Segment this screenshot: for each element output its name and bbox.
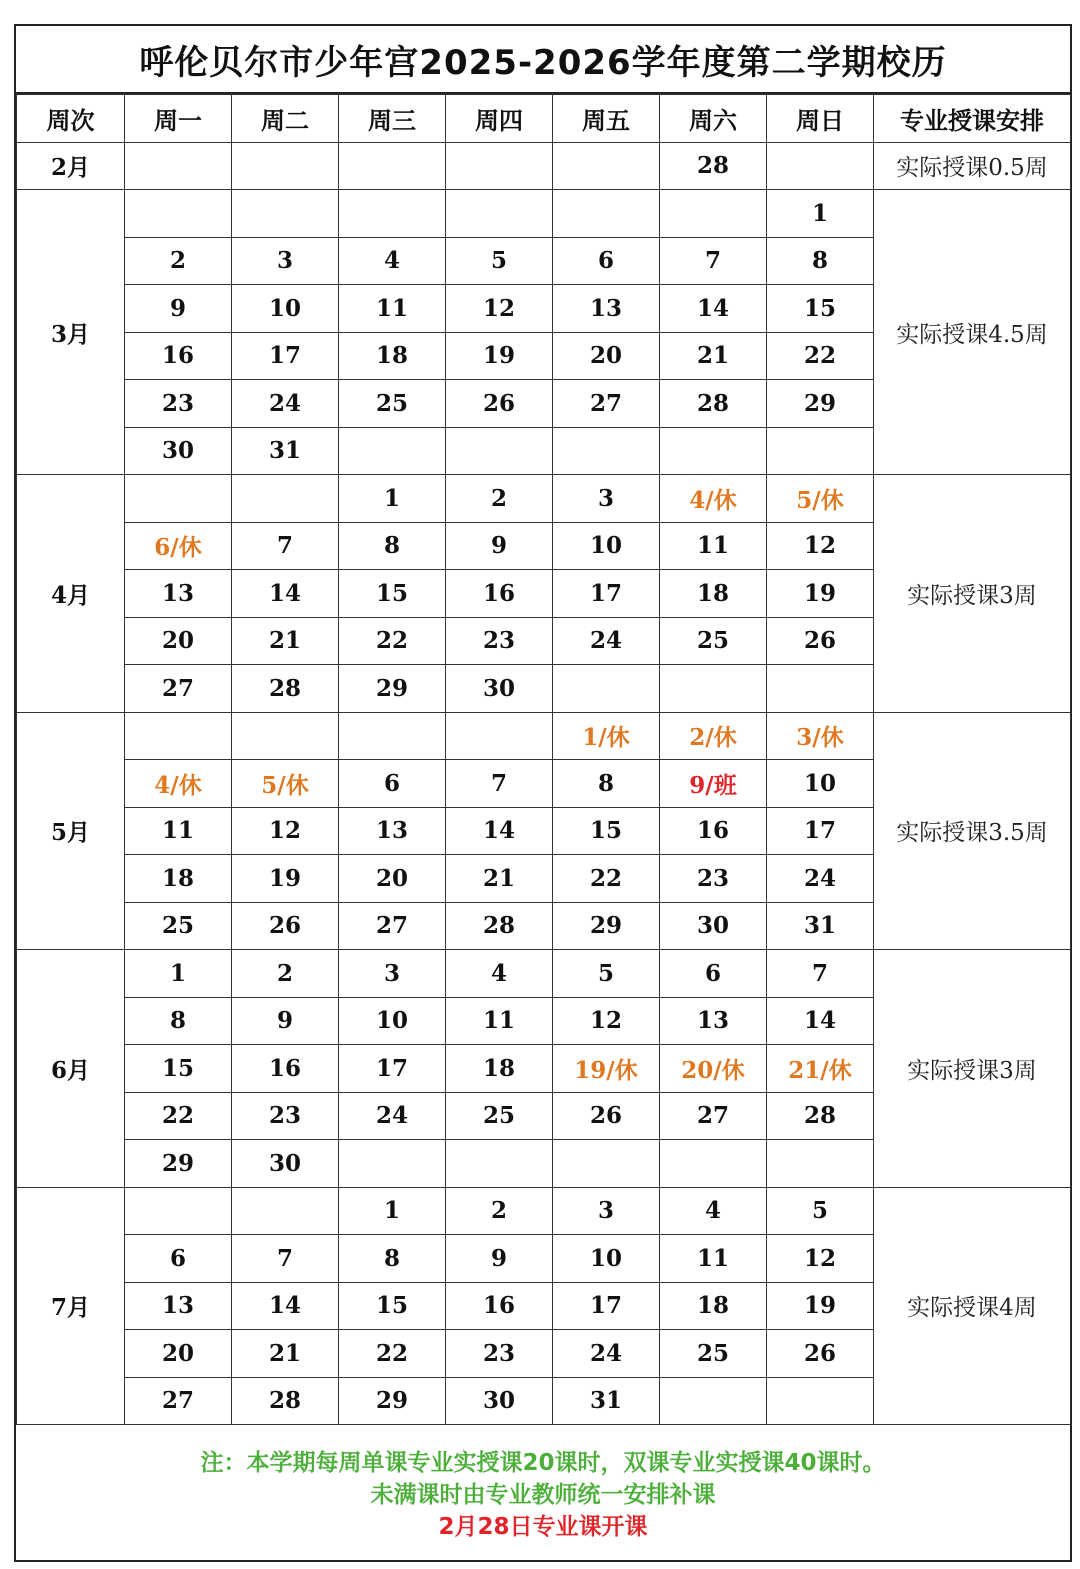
day-cell: 11 — [339, 285, 446, 333]
day-cell: 26 — [553, 1092, 660, 1140]
day-cell: 14 — [446, 807, 553, 855]
header-wednesday: 周三 — [339, 95, 446, 143]
day-cell: 6 — [125, 1235, 232, 1283]
day-cell: 24 — [553, 617, 660, 665]
day-cell: 27 — [125, 1377, 232, 1425]
day-cell: 24 — [553, 1330, 660, 1378]
day-cell: 9/班 — [660, 760, 767, 808]
day-cell: 21 — [232, 617, 339, 665]
day-cell: 29 — [767, 380, 874, 428]
day-cell: 25 — [660, 617, 767, 665]
header-friday: 周五 — [553, 95, 660, 143]
day-cell: 23 — [660, 855, 767, 903]
day-cell — [767, 665, 874, 713]
day-cell: 19 — [767, 570, 874, 618]
day-cell: 25 — [339, 380, 446, 428]
day-cell: 28 — [660, 380, 767, 428]
day-cell — [125, 190, 232, 238]
day-cell: 7 — [767, 950, 874, 998]
day-cell: 2/休 — [660, 712, 767, 760]
day-cell: 21 — [660, 332, 767, 380]
day-cell: 26 — [446, 380, 553, 428]
day-cell: 31 — [232, 427, 339, 475]
day-cell: 27 — [339, 902, 446, 950]
day-cell: 2 — [446, 475, 553, 523]
day-cell: 22 — [767, 332, 874, 380]
day-cell: 29 — [339, 665, 446, 713]
day-cell — [232, 142, 339, 190]
day-cell: 10 — [553, 522, 660, 570]
day-cell: 9 — [125, 285, 232, 333]
week-row — [17, 1187, 1071, 1235]
day-cell — [553, 190, 660, 238]
arrangement-cell: 实际授课4周 — [874, 1187, 1071, 1425]
week-row — [17, 142, 1071, 190]
day-cell — [553, 142, 660, 190]
day-cell: 3 — [339, 950, 446, 998]
day-cell — [232, 475, 339, 523]
day-cell: 11 — [446, 997, 553, 1045]
day-cell: 21 — [446, 855, 553, 903]
day-cell: 22 — [339, 1330, 446, 1378]
day-cell: 29 — [553, 902, 660, 950]
day-cell: 6 — [660, 950, 767, 998]
day-cell: 19/休 — [553, 1045, 660, 1093]
day-cell: 30 — [446, 665, 553, 713]
day-cell — [125, 142, 232, 190]
day-cell: 13 — [553, 285, 660, 333]
day-cell: 28 — [767, 1092, 874, 1140]
day-cell: 12 — [767, 1235, 874, 1283]
day-cell: 4/休 — [660, 475, 767, 523]
day-cell: 28 — [232, 1377, 339, 1425]
page-title: 呼伦贝尔市少年宫2025-2026学年度第二学期校历 — [16, 26, 1070, 94]
day-cell: 10 — [339, 997, 446, 1045]
day-cell: 23 — [232, 1092, 339, 1140]
day-cell: 16 — [660, 807, 767, 855]
day-cell — [232, 1187, 339, 1235]
day-cell: 6 — [553, 237, 660, 285]
day-cell: 31 — [767, 902, 874, 950]
header-saturday: 周六 — [660, 95, 767, 143]
day-cell — [339, 712, 446, 760]
day-cell: 20/休 — [660, 1045, 767, 1093]
day-cell: 14 — [767, 997, 874, 1045]
day-cell: 14 — [660, 285, 767, 333]
day-cell: 29 — [339, 1377, 446, 1425]
day-cell: 10 — [767, 760, 874, 808]
header-row — [17, 95, 1071, 143]
school-calendar — [14, 24, 1072, 1562]
day-cell: 6/休 — [125, 522, 232, 570]
day-cell: 1/休 — [553, 712, 660, 760]
day-cell: 28 — [446, 902, 553, 950]
day-cell — [660, 190, 767, 238]
day-cell: 5/休 — [767, 475, 874, 523]
day-cell: 8 — [767, 237, 874, 285]
arrangement-cell: 实际授课3周 — [874, 475, 1071, 713]
day-cell: 21/休 — [767, 1045, 874, 1093]
day-cell: 4 — [660, 1187, 767, 1235]
day-cell — [232, 712, 339, 760]
arrangement-cell: 实际授课3周 — [874, 950, 1071, 1188]
day-cell: 12 — [767, 522, 874, 570]
day-cell: 8 — [339, 1235, 446, 1283]
day-cell: 14 — [232, 570, 339, 618]
day-cell: 13 — [125, 570, 232, 618]
day-cell: 23 — [125, 380, 232, 428]
day-cell: 12 — [232, 807, 339, 855]
day-cell: 8 — [553, 760, 660, 808]
day-cell: 24 — [232, 380, 339, 428]
day-cell — [339, 190, 446, 238]
day-cell: 27 — [660, 1092, 767, 1140]
day-cell: 3/休 — [767, 712, 874, 760]
day-cell — [553, 1140, 660, 1188]
day-cell: 28 — [232, 665, 339, 713]
day-cell: 5/休 — [232, 760, 339, 808]
day-cell: 11 — [660, 522, 767, 570]
day-cell: 31 — [553, 1377, 660, 1425]
day-cell — [339, 427, 446, 475]
month-label: 3月 — [17, 190, 125, 475]
day-cell: 19 — [446, 332, 553, 380]
day-cell: 1 — [339, 1187, 446, 1235]
arrangement-cell: 实际授课0.5周 — [874, 142, 1071, 190]
day-cell — [446, 190, 553, 238]
day-cell: 15 — [339, 570, 446, 618]
day-cell: 2 — [125, 237, 232, 285]
day-cell: 16 — [125, 332, 232, 380]
day-cell: 4/休 — [125, 760, 232, 808]
day-cell: 16 — [232, 1045, 339, 1093]
day-cell: 8 — [125, 997, 232, 1045]
month-label: 7月 — [17, 1187, 125, 1425]
day-cell: 24 — [767, 855, 874, 903]
day-cell: 20 — [553, 332, 660, 380]
calendar-body — [17, 142, 1071, 1425]
day-cell — [767, 142, 874, 190]
calendar-table — [16, 94, 1071, 1425]
day-cell: 22 — [339, 617, 446, 665]
month-label: 5月 — [17, 712, 125, 950]
arrangement-cell: 实际授课4.5周 — [874, 190, 1071, 475]
day-cell: 15 — [553, 807, 660, 855]
day-cell — [339, 1140, 446, 1188]
day-cell: 1 — [125, 950, 232, 998]
day-cell — [125, 1187, 232, 1235]
day-cell: 15 — [767, 285, 874, 333]
week-row — [17, 475, 1071, 523]
day-cell: 24 — [339, 1092, 446, 1140]
day-cell: 7 — [446, 760, 553, 808]
day-cell: 26 — [767, 1330, 874, 1378]
header-thursday: 周四 — [446, 95, 553, 143]
day-cell: 11 — [125, 807, 232, 855]
day-cell: 30 — [232, 1140, 339, 1188]
day-cell: 28 — [660, 142, 767, 190]
day-cell: 26 — [232, 902, 339, 950]
day-cell: 8 — [339, 522, 446, 570]
day-cell: 27 — [553, 380, 660, 428]
header-sunday: 周日 — [767, 95, 874, 143]
day-cell: 20 — [125, 617, 232, 665]
day-cell: 25 — [446, 1092, 553, 1140]
week-row — [17, 950, 1071, 998]
day-cell: 14 — [232, 1282, 339, 1330]
day-cell: 17 — [553, 570, 660, 618]
day-cell — [660, 665, 767, 713]
day-cell: 11 — [660, 1235, 767, 1283]
day-cell: 13 — [125, 1282, 232, 1330]
day-cell: 15 — [125, 1045, 232, 1093]
day-cell: 19 — [767, 1282, 874, 1330]
day-cell: 18 — [446, 1045, 553, 1093]
day-cell: 4 — [446, 950, 553, 998]
day-cell: 22 — [553, 855, 660, 903]
day-cell — [125, 475, 232, 523]
day-cell: 3 — [553, 1187, 660, 1235]
day-cell: 18 — [125, 855, 232, 903]
day-cell: 30 — [446, 1377, 553, 1425]
day-cell: 20 — [125, 1330, 232, 1378]
day-cell: 20 — [339, 855, 446, 903]
day-cell: 17 — [767, 807, 874, 855]
day-cell: 18 — [660, 570, 767, 618]
day-cell: 23 — [446, 1330, 553, 1378]
day-cell: 25 — [125, 902, 232, 950]
day-cell: 23 — [446, 617, 553, 665]
day-cell: 22 — [125, 1092, 232, 1140]
day-cell: 5 — [553, 950, 660, 998]
month-label: 2月 — [17, 142, 125, 190]
day-cell: 17 — [553, 1282, 660, 1330]
day-cell: 6 — [339, 760, 446, 808]
header-week: 周次 — [17, 95, 125, 143]
day-cell: 9 — [232, 997, 339, 1045]
day-cell: 3 — [553, 475, 660, 523]
day-cell: 7 — [232, 522, 339, 570]
day-cell: 4 — [339, 237, 446, 285]
day-cell — [446, 142, 553, 190]
day-cell: 12 — [446, 285, 553, 333]
footnote — [16, 1429, 1070, 1560]
day-cell: 25 — [660, 1330, 767, 1378]
day-cell: 13 — [660, 997, 767, 1045]
day-cell: 19 — [232, 855, 339, 903]
day-cell: 7 — [232, 1235, 339, 1283]
day-cell: 17 — [339, 1045, 446, 1093]
day-cell: 27 — [125, 665, 232, 713]
day-cell — [446, 427, 553, 475]
month-label: 6月 — [17, 950, 125, 1188]
day-cell — [767, 1377, 874, 1425]
day-cell — [446, 1140, 553, 1188]
day-cell — [660, 427, 767, 475]
day-cell: 21 — [232, 1330, 339, 1378]
day-cell: 12 — [553, 997, 660, 1045]
day-cell: 18 — [339, 332, 446, 380]
arrangement-cell: 实际授课3.5周 — [874, 712, 1071, 950]
week-row — [17, 190, 1071, 238]
day-cell: 3 — [232, 237, 339, 285]
day-cell: 10 — [553, 1235, 660, 1283]
day-cell — [660, 1377, 767, 1425]
day-cell: 16 — [446, 1282, 553, 1330]
note-line-1: 注：本学期每周单课专业实授课20课时，双课专业实授课40课时。 — [200, 1450, 886, 1476]
day-cell: 1 — [339, 475, 446, 523]
day-cell: 30 — [125, 427, 232, 475]
day-cell — [339, 142, 446, 190]
day-cell: 9 — [446, 1235, 553, 1283]
day-cell — [446, 712, 553, 760]
day-cell: 16 — [446, 570, 553, 618]
day-cell: 26 — [767, 617, 874, 665]
day-cell — [125, 712, 232, 760]
day-cell: 15 — [339, 1282, 446, 1330]
header-arrangement: 专业授课安排 — [874, 95, 1071, 143]
day-cell: 18 — [660, 1282, 767, 1330]
week-row — [17, 712, 1071, 760]
day-cell: 2 — [232, 950, 339, 998]
day-cell: 1 — [767, 190, 874, 238]
day-cell: 13 — [339, 807, 446, 855]
day-cell — [660, 1140, 767, 1188]
day-cell: 9 — [446, 522, 553, 570]
day-cell: 5 — [767, 1187, 874, 1235]
month-label: 4月 — [17, 475, 125, 713]
day-cell — [767, 1140, 874, 1188]
day-cell: 7 — [660, 237, 767, 285]
day-cell: 2 — [446, 1187, 553, 1235]
day-cell — [232, 190, 339, 238]
header-tuesday: 周二 — [232, 95, 339, 143]
day-cell — [553, 665, 660, 713]
day-cell: 29 — [125, 1140, 232, 1188]
day-cell: 10 — [232, 285, 339, 333]
day-cell — [553, 427, 660, 475]
header-monday: 周一 — [125, 95, 232, 143]
day-cell: 30 — [660, 902, 767, 950]
day-cell: 17 — [232, 332, 339, 380]
day-cell: 5 — [446, 237, 553, 285]
day-cell — [767, 427, 874, 475]
note-line-3: 2月28日专业课开课 — [438, 1514, 648, 1540]
note-line-2: 未满课时由专业教师统一安排补课 — [370, 1482, 716, 1508]
